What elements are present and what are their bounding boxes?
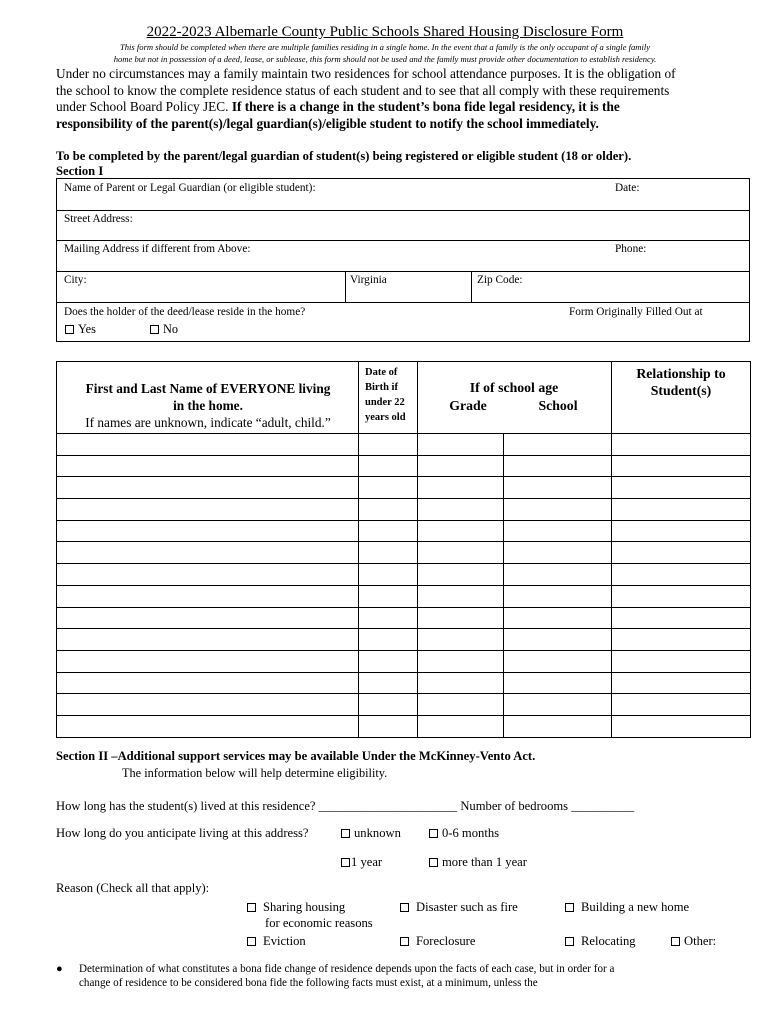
table-cell[interactable]: [612, 715, 751, 737]
table-cell[interactable]: [612, 564, 751, 586]
form-title: 2022-2023 Albemarle County Public Schools Shared Housing Disclosure Form: [146, 24, 624, 40]
table-cell[interactable]: [57, 585, 359, 607]
intro-line3-plain: under School Board Policy JEC.: [56, 99, 232, 114]
option-1-year[interactable]: [341, 855, 382, 870]
reason-disaster[interactable]: [400, 900, 518, 915]
divider: [57, 271, 749, 272]
dob-header-line1: Date of: [365, 367, 398, 378]
table-cell[interactable]: [612, 542, 751, 564]
table-cell[interactable]: [418, 564, 504, 586]
table-row: [57, 564, 751, 586]
section2-heading: Section II –Additional support services may be available Under the McKinney-Vento Act.: [56, 749, 536, 763]
option-1-year-label: 1 year: [351, 855, 383, 869]
phone-field[interactable]: Phone:: [615, 243, 647, 255]
school-header: School: [538, 398, 578, 413]
table-cell[interactable]: [612, 629, 751, 651]
anticipate-living-question: How long do you anticipate living at this address?: [56, 826, 309, 840]
street-address-field[interactable]: Street Address:: [64, 213, 133, 225]
checkbox-icon[interactable]: [565, 937, 574, 946]
checkbox-icon[interactable]: [150, 325, 159, 334]
table-cell[interactable]: [359, 694, 418, 716]
table-cell[interactable]: [57, 607, 359, 629]
table-row: [57, 434, 751, 456]
table-cell[interactable]: [504, 564, 612, 586]
table-cell[interactable]: [57, 542, 359, 564]
section2-subheading: The information below will help determine eligibility.: [122, 766, 388, 780]
dob-header-line3: under 22: [365, 397, 405, 408]
table-cell[interactable]: [359, 477, 418, 499]
checkbox-icon[interactable]: [429, 858, 438, 867]
option-more-than-1-year[interactable]: [429, 855, 527, 870]
table-cell[interactable]: [612, 434, 751, 456]
table-row: [57, 672, 751, 694]
relationship-header-line1: Relationship to: [636, 366, 726, 381]
city-field[interactable]: City:: [64, 274, 87, 286]
mailing-address-field[interactable]: Mailing Address if different from Above:: [64, 243, 251, 255]
divider: [57, 302, 749, 303]
checkbox-icon[interactable]: [400, 903, 409, 912]
table-cell[interactable]: [612, 694, 751, 716]
reason-foreclosure-label: Foreclosure: [416, 934, 476, 948]
reason-sharing-label: Sharing housing: [263, 900, 346, 914]
table-cell[interactable]: [612, 650, 751, 672]
name-header-line3: If names are unknown, indicate “adult, child.”: [85, 415, 331, 430]
bullet-paragraph: [79, 962, 739, 990]
table-cell[interactable]: [359, 629, 418, 651]
reason-eviction-label: Eviction: [263, 934, 306, 948]
reason-other[interactable]: [671, 934, 716, 949]
reason-relocating[interactable]: [565, 934, 636, 949]
option-unknown-label: unknown: [354, 826, 401, 840]
table-row: [57, 607, 751, 629]
option-unknown[interactable]: [341, 826, 401, 841]
table-row: [57, 629, 751, 651]
table-cell[interactable]: [612, 477, 751, 499]
reason-label: Reason (Check all that apply):: [56, 881, 210, 895]
section1-form-box: [56, 178, 750, 342]
bullet-line2: change of residence to be considered bona fide the following facts must exist, at a minimum, unless the: [79, 977, 538, 989]
table-cell[interactable]: [359, 672, 418, 694]
table-cell[interactable]: [418, 455, 504, 477]
checkbox-icon[interactable]: [429, 829, 438, 838]
checkbox-icon[interactable]: [565, 903, 574, 912]
table-cell[interactable]: [612, 499, 751, 521]
table-cell[interactable]: [57, 629, 359, 651]
table-cell[interactable]: [57, 564, 359, 586]
section1-heading: [56, 149, 736, 178]
dob-column-header: [359, 365, 415, 425]
date-field[interactable]: Date:: [615, 182, 640, 194]
section1-title: Section I: [56, 163, 104, 178]
intro-line3-bold: If there is a change in the student’s bona fide legal residency, it is the: [231, 99, 620, 114]
table-cell[interactable]: [504, 499, 612, 521]
table-row: [57, 650, 751, 672]
table-row: [57, 715, 751, 737]
no-option[interactable]: [150, 322, 178, 337]
divider: [471, 271, 472, 302]
option-more-label: more than 1 year: [442, 855, 527, 869]
table-cell[interactable]: [504, 520, 612, 542]
table-cell[interactable]: [612, 520, 751, 542]
reason-building-label: Building a new home: [581, 900, 690, 914]
table-cell[interactable]: [57, 434, 359, 456]
divider: [57, 240, 749, 241]
table-cell[interactable]: [57, 520, 359, 542]
table-cell[interactable]: [612, 455, 751, 477]
checkbox-icon[interactable]: [400, 937, 409, 946]
option-0-6-label: 0-6 months: [442, 826, 500, 840]
intro-line2: the school to know the complete residence status of each student and to see that all comply with these requirements: [56, 82, 670, 98]
no-label: No: [163, 322, 179, 336]
checkbox-icon[interactable]: [341, 829, 350, 838]
checkbox-icon[interactable]: [247, 937, 256, 946]
table-cell[interactable]: [504, 607, 612, 629]
table-row: [57, 499, 751, 521]
table-cell[interactable]: [612, 585, 751, 607]
deed-holder-question: Does the holder of the deed/lease reside in the home?: [64, 306, 306, 318]
relationship-header-line2: Student(s): [650, 383, 712, 398]
table-cell[interactable]: [359, 520, 418, 542]
divider: [345, 271, 346, 302]
table-row: [57, 585, 751, 607]
reason-sharing-housing[interactable]: [247, 900, 345, 915]
table-cell[interactable]: [57, 694, 359, 716]
table-row: [57, 694, 751, 716]
reason-eviction[interactable]: [247, 934, 306, 949]
table-cell[interactable]: [418, 715, 504, 737]
table-cell[interactable]: [57, 455, 359, 477]
intro-line4: responsibility of the parent(s)/legal guardian(s)/eligible student to notify the school immediately.: [56, 115, 599, 131]
table-row: [57, 455, 751, 477]
table-cell[interactable]: [418, 499, 504, 521]
table-cell[interactable]: [359, 607, 418, 629]
table-cell[interactable]: [504, 434, 612, 456]
yes-option[interactable]: [65, 322, 96, 337]
table-cell[interactable]: [504, 715, 612, 737]
name-header-line2: in the home.: [173, 398, 243, 413]
table-row: [57, 542, 751, 564]
table-cell[interactable]: [418, 607, 504, 629]
table-cell[interactable]: [418, 650, 504, 672]
table-cell[interactable]: [359, 499, 418, 521]
section1-instruction: To be completed by the parent/legal guardian of student(s) being registered or eligible student (18 or older).: [56, 149, 632, 163]
checkbox-icon[interactable]: [247, 903, 256, 912]
option-0-6-months[interactable]: [429, 826, 499, 841]
zip-code-field[interactable]: Zip Code:: [477, 274, 523, 286]
relationship-column-header: [612, 365, 750, 399]
table-cell[interactable]: [359, 585, 418, 607]
reason-disaster-label: Disaster such as fire: [416, 900, 518, 914]
table-cell[interactable]: [359, 542, 418, 564]
table-cell[interactable]: [359, 650, 418, 672]
state-value: Virginia: [350, 274, 387, 286]
reason-other-label: Other:: [684, 934, 717, 948]
yes-label: Yes: [78, 322, 96, 336]
table-cell[interactable]: [57, 672, 359, 694]
name-column-header: [58, 380, 358, 431]
instruction-note-line2: home but not in possession of a deed, lease, or sublease, this form should not be used and the family must provide other documentation to establish residency.: [113, 54, 657, 64]
table-cell[interactable]: [418, 694, 504, 716]
intro-paragraph: [56, 66, 716, 132]
reason-relocating-label: Relocating: [581, 934, 636, 948]
table-cell[interactable]: [504, 650, 612, 672]
checkbox-icon[interactable]: [341, 858, 350, 867]
table-cell[interactable]: [418, 477, 504, 499]
divider: [57, 210, 749, 211]
table-cell[interactable]: [359, 564, 418, 586]
table-cell[interactable]: [612, 672, 751, 694]
reason-foreclosure[interactable]: [400, 934, 475, 949]
table-cell[interactable]: [418, 585, 504, 607]
table-cell[interactable]: [418, 520, 504, 542]
table-row: [57, 520, 751, 542]
grade-header: Grade: [449, 398, 487, 413]
table-cell[interactable]: [359, 434, 418, 456]
table-cell[interactable]: [418, 629, 504, 651]
school-age-header: If of school age: [469, 380, 559, 395]
bullet-icon: ●: [56, 963, 63, 975]
form-originally-filled-field[interactable]: Form Originally Filled Out at: [569, 306, 703, 318]
reason-building-home[interactable]: [565, 900, 689, 915]
table-cell[interactable]: [57, 715, 359, 737]
bullet-line1: Determination of what constitutes a bona fide change of residence depends upon the facts of each case, but in order for a: [79, 963, 615, 975]
table-row: [57, 477, 751, 499]
checkbox-icon[interactable]: [65, 325, 74, 334]
reason-sharing-label-line2: for economic reasons: [265, 916, 373, 930]
instruction-note-line1: This form should be completed when there are multiple families residing in a single home. In the event that a family is the only occupant of a single family: [119, 42, 651, 52]
table-cell[interactable]: [418, 542, 504, 564]
intro-line3: [56, 99, 716, 116]
table-cell[interactable]: [57, 650, 359, 672]
table-cell[interactable]: [504, 477, 612, 499]
table-cell[interactable]: [57, 499, 359, 521]
table-cell[interactable]: [57, 477, 359, 499]
parent-name-field[interactable]: Name of Parent or Legal Guardian (or eligible student):: [64, 182, 316, 194]
table-cell[interactable]: [504, 455, 612, 477]
table-cell[interactable]: [504, 694, 612, 716]
name-header-line1: First and Last Name of EVERYONE living: [85, 381, 331, 396]
residence-duration-question[interactable]: How long has the student(s) lived at this residence? ______________________ Number of bedrooms __________: [56, 799, 635, 813]
dob-header-line2: Birth if: [365, 382, 398, 393]
table-cell[interactable]: [418, 672, 504, 694]
intro-line1: Under no circumstances may a family maintain two residences for school attendance purposes. It is the obligation of: [56, 66, 676, 81]
table-cell[interactable]: [612, 607, 751, 629]
table-cell[interactable]: [504, 585, 612, 607]
table-cell[interactable]: [359, 455, 418, 477]
table-cell[interactable]: [504, 672, 612, 694]
table-cell[interactable]: [359, 715, 418, 737]
checkbox-icon[interactable]: [671, 937, 680, 946]
dob-header-line4: years old: [365, 412, 406, 423]
table-cell[interactable]: [504, 542, 612, 564]
table-cell[interactable]: [418, 434, 504, 456]
table-cell[interactable]: [504, 629, 612, 651]
